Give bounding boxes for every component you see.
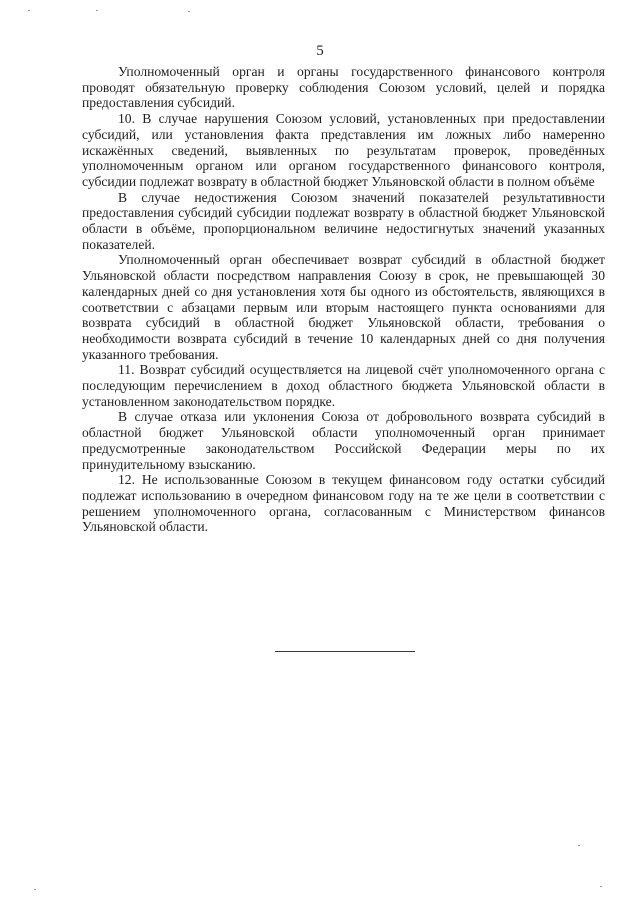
- scan-speck: [600, 886, 602, 887]
- page-number: 5: [316, 43, 324, 59]
- paragraph-clause-12: 12. Не использованные Союзом в текущем финансовом году остатки субсидий подлежат использованию в очередном финансовом году на те же цели в соответствии с решением уполномоченного органа, согласованным с Министерством финансов Ульяновской области.: [82, 472, 605, 535]
- paragraph-clause-11: 11. Возврат субсидий осуществляется на лицевой счёт уполномоченного органа с последующим перечислением в доход областного бюджета Ульяновской области в установленном законодательством порядке.: [82, 362, 605, 409]
- document-body: [82, 64, 605, 535]
- scan-speck: [34, 889, 36, 890]
- scan-speck: [28, 10, 30, 11]
- scan-speck: [188, 11, 190, 12]
- paragraph-verification: Уполномоченный орган и органы государственного финансового контроля проводят обязательную проверку соблюдения Союзом условий, целей и порядка предоставления субсидий.: [82, 64, 605, 111]
- paragraph-return-requirement: Уполномоченный орган обеспечивает возврат субсидий в областной бюджет Ульяновской области посредством направления Союзу в срок, не превышающей 30 календарных дней со дня установления хотя бы одного из обстоятельств, являющихся в соответствии с абзацами первым или вторым настоящего пункта основаниями для возврата субсидий в областной бюджет Ульяновской области, требования о необходимости возврата субсидий в течение 10 календарных дней со дня получения указанного требования.: [82, 252, 605, 362]
- closing-rule: [275, 651, 415, 652]
- scan-speck: [578, 845, 580, 846]
- paragraph-refusal: В случае отказа или уклонения Союза от добровольного возврата субсидий в областной бюджет Ульяновской области уполномоченный орган принимает предусмотренные законодательством Российской Федерации меры по их принудительному взысканию.: [82, 409, 605, 472]
- paragraph-clause-10: 10. В случае нарушения Союзом условий, установленных при предоставлении субсидий, или установления факта представления им ложных либо намеренно искажённых сведений, выявленных по результатам проверок, проведённых уполномоченным органом или органом государственного финансового контроля, субсидии подлежат возврату в областной бюджет Ульяновской области в полном объёме: [82, 111, 605, 189]
- scan-speck: [96, 10, 98, 11]
- paragraph-indicators-shortfall: В случае недостижения Союзом значений показателей результативности предоставления субсидий субсидии подлежат возврату в областной бюджет Ульяновской области в объёме, пропорциональном величине недостигнутых значений указанных показателей.: [82, 189, 605, 252]
